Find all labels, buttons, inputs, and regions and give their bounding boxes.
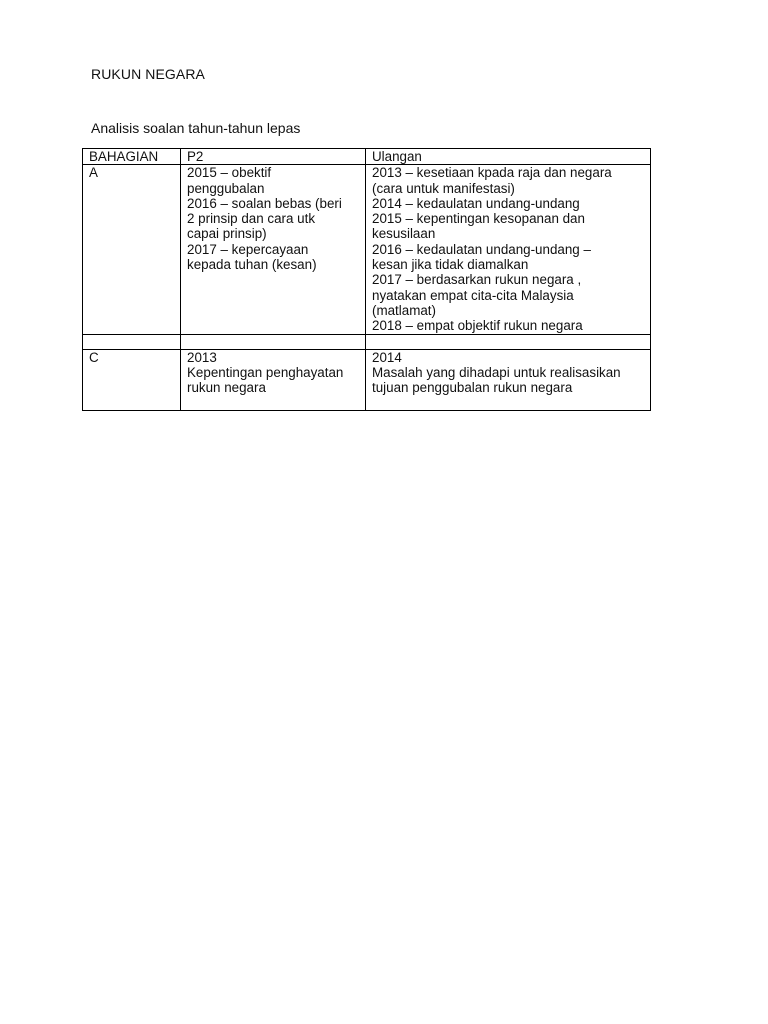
cell-line: 2 prinsip dan cara utk (187, 211, 316, 227)
cell-line: 2017 – kepercayaan (187, 241, 309, 257)
header-p2: P2 (181, 149, 366, 165)
header-bahagian: BAHAGIAN (83, 149, 181, 165)
cell-line: 2013 (187, 349, 217, 365)
cell-line: 2017 – berdasarkan rukun negara , (372, 272, 582, 288)
cell-line: kepada tuhan (kesan) (187, 257, 317, 273)
cell-line: 2013 – kesetiaan kpada raja dan negara (372, 165, 612, 181)
section-cell: C (83, 349, 181, 410)
cell-line: (cara untuk manifestasi) (372, 180, 515, 196)
cell-line: 2015 – obektif (187, 165, 272, 181)
p2-cell (181, 334, 366, 349)
document-subtitle: Analisis soalan tahun-tahun lepas (91, 120, 301, 136)
p2-cell (181, 349, 366, 410)
cell-line: 2015 – kepentingan kesopanan dan (372, 211, 585, 227)
analysis-table (82, 148, 651, 411)
ulangan-cell (366, 165, 651, 334)
cell-line: 2014 – kedaulatan undang-undang (372, 195, 580, 211)
cell-line: Kepentingan penghayatan (187, 364, 344, 380)
table-row (83, 349, 651, 410)
cell-line: 2016 – kedaulatan undang-undang – (372, 241, 591, 257)
cell-line: tujuan penggubalan rukun negara (372, 380, 573, 396)
table-row (83, 165, 651, 334)
cell-line: 2014 (372, 349, 402, 365)
ulangan-cell (366, 349, 651, 410)
cell-line: kesan jika tidak diamalkan (372, 257, 529, 273)
ulangan-cell (366, 334, 651, 349)
cell-line: 2016 – soalan bebas (beri (187, 195, 342, 211)
section-cell (83, 334, 181, 349)
cell-line: (matlamat) (372, 302, 436, 318)
cell-line: nyatakan empat cita-cita Malaysia (372, 287, 574, 303)
document-title: RUKUN NEGARA (91, 66, 205, 82)
cell-line: capai prinsip) (187, 226, 267, 242)
cell-line: Masalah yang dihadapi untuk realisasikan (372, 364, 621, 380)
cell-line: kesusilaan (372, 226, 436, 242)
cell-line: penggubalan (187, 180, 265, 196)
section-cell: A (83, 165, 181, 334)
header-ulangan: Ulangan (366, 149, 651, 165)
cell-line: 2018 – empat objektif rukun negara (372, 318, 583, 334)
p2-cell (181, 165, 366, 334)
table-row-empty (83, 334, 651, 349)
cell-line: rukun negara (187, 380, 266, 396)
table-header-row (83, 149, 651, 165)
